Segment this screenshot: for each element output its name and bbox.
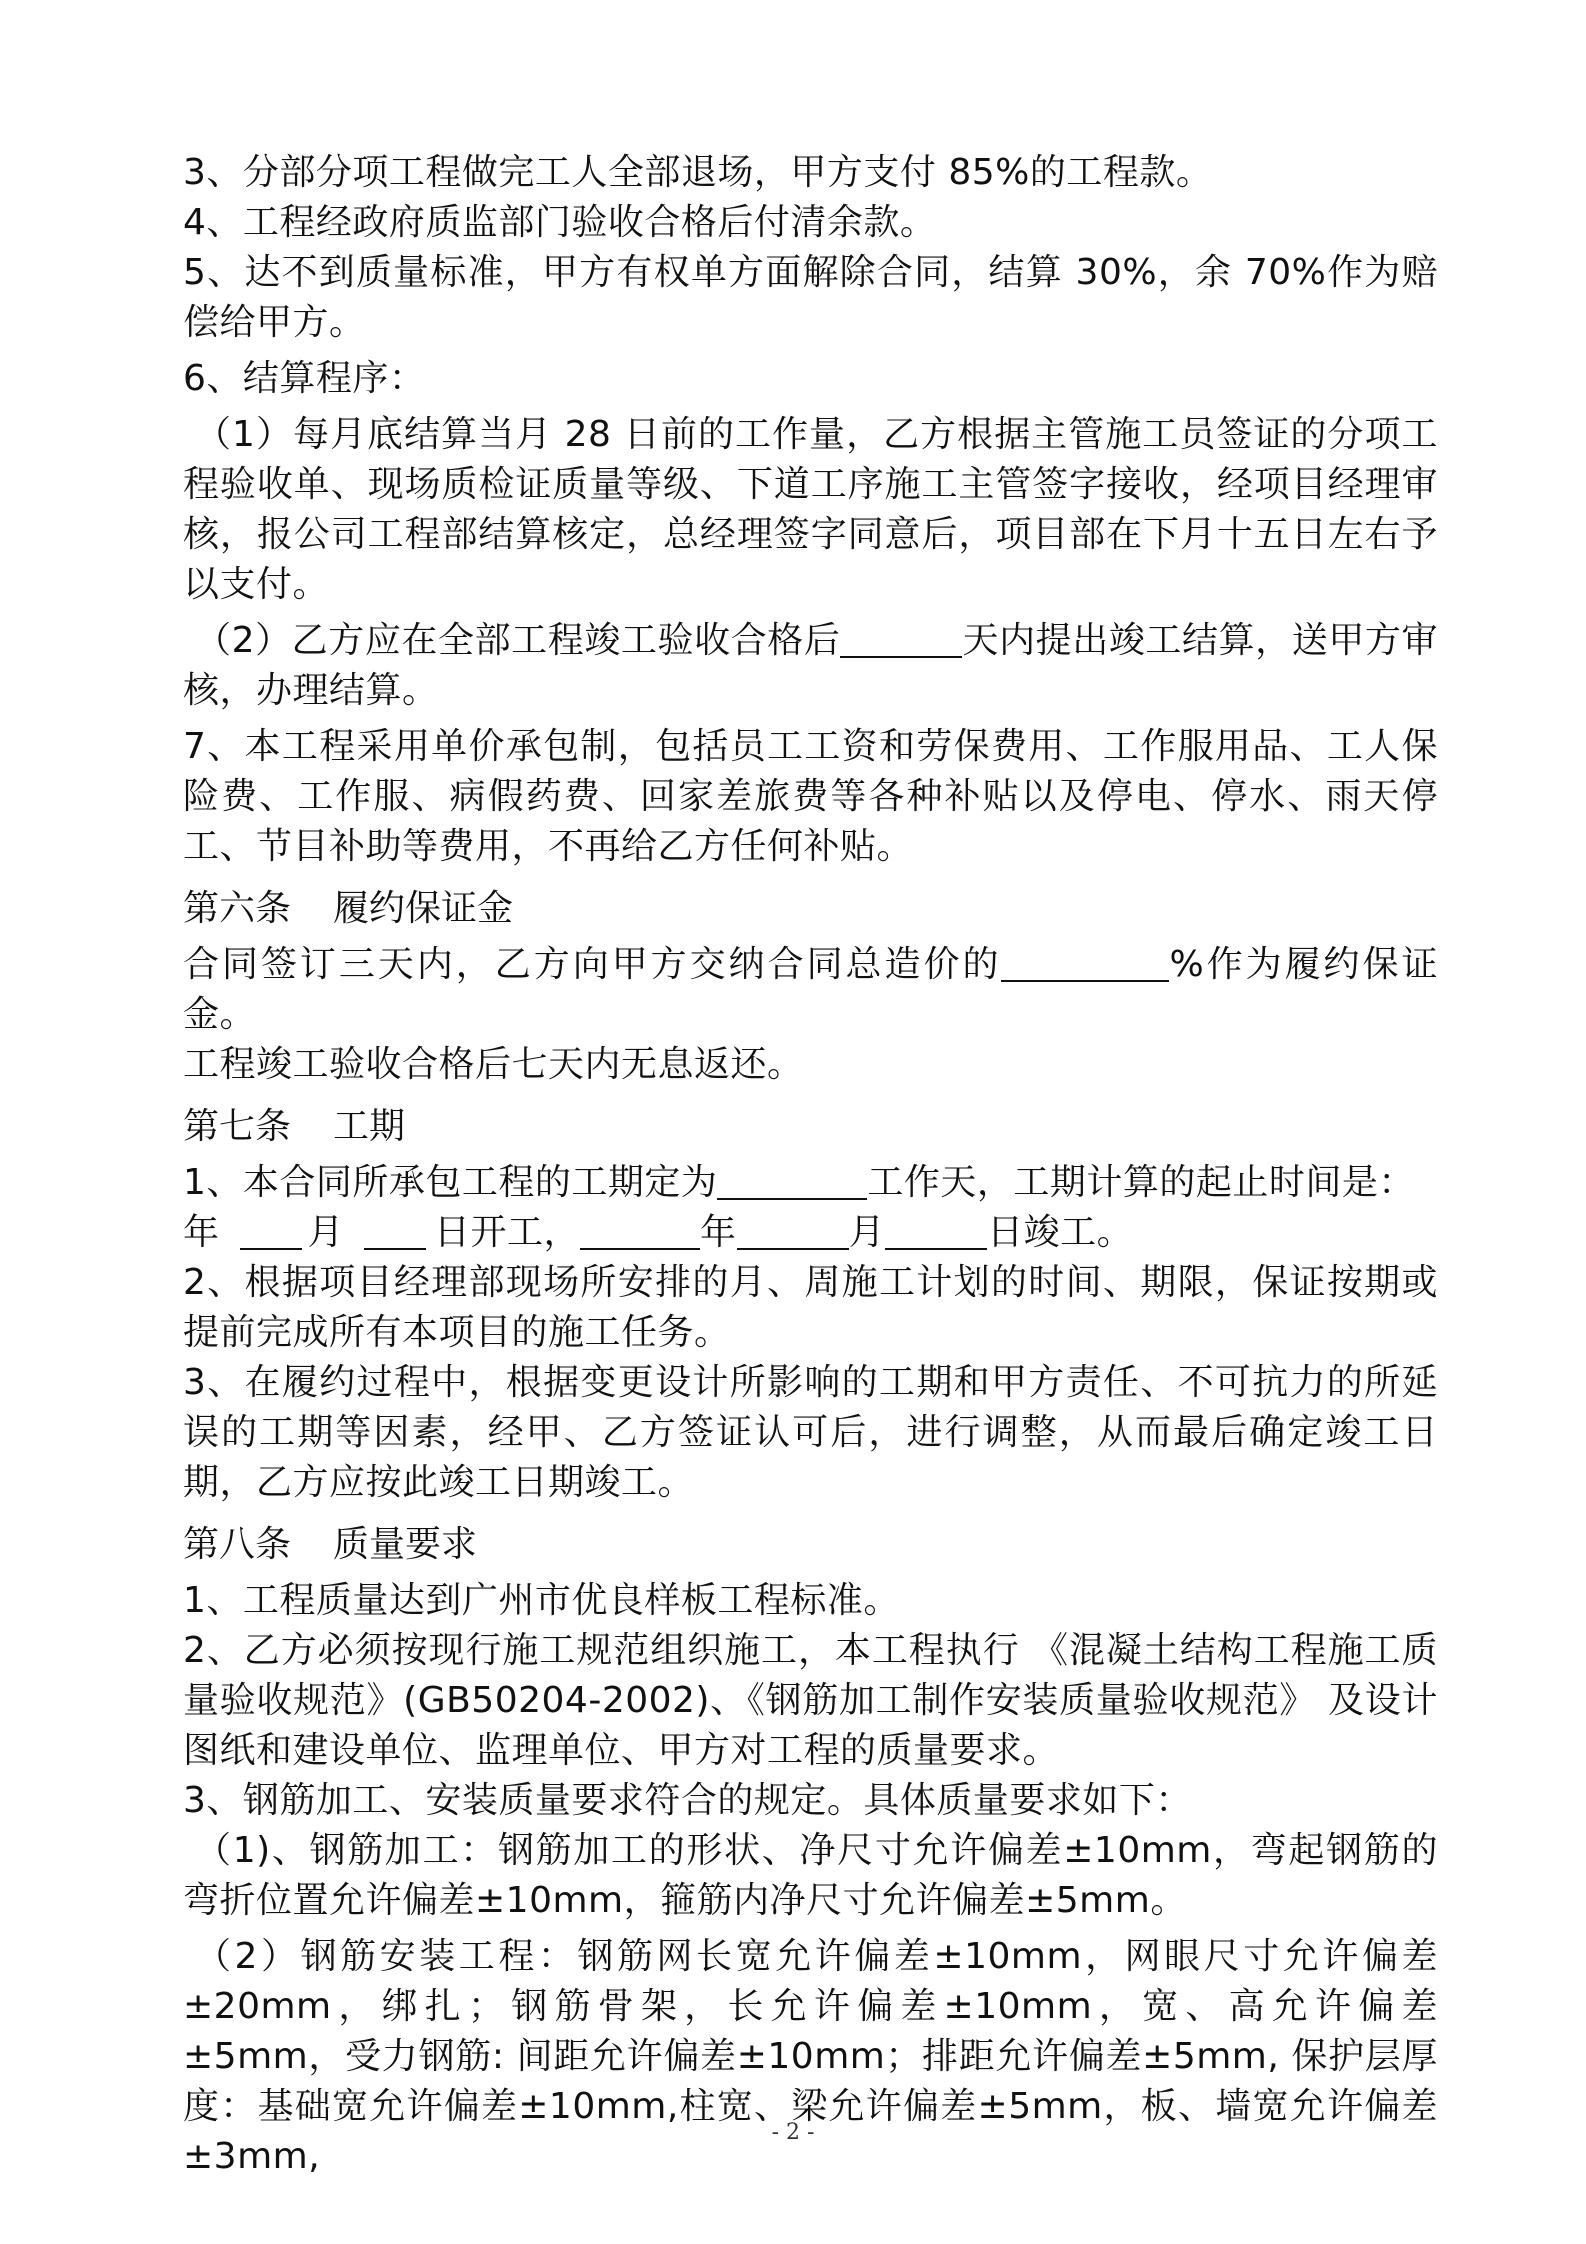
clause-6-2-b: 天内提出竣工结算，送甲方审核，办理结算。 bbox=[183, 620, 1438, 711]
month-label: 月 bbox=[307, 1212, 345, 1253]
start-day-blank[interactable] bbox=[364, 1212, 426, 1250]
year2-label: 年 bbox=[700, 1212, 737, 1253]
end-label: 日竣工。 bbox=[987, 1212, 1134, 1253]
end-day-blank[interactable] bbox=[885, 1212, 987, 1250]
article-7-title: 工期 bbox=[333, 1106, 406, 1147]
article-8-para-3-2: （2）钢筋安装工程：钢筋网长宽允许偏差±10mm，网眼尺寸允许偏差±20mm，绑扎；钢筋骨架，长允许偏差±10mm，宽、高允许偏差±5mm，受力钢筋: 间距允许偏差±10mm；排距允许偏差±5mm, 保护层厚度：基础宽允许偏差±10mm,柱宽、梁允许偏差±5mm，板、墙宽允许偏差±3mm, bbox=[183, 1936, 1438, 2177]
month2-label: 月 bbox=[848, 1212, 886, 1253]
workdays-blank[interactable] bbox=[717, 1162, 867, 1200]
article-7-number: 第七条 bbox=[183, 1106, 292, 1147]
article-7-para-1-b: 工作天，工期计算的起止时间是： bbox=[867, 1162, 1415, 1203]
article-6-title: 履约保证金 bbox=[333, 888, 514, 929]
start-label: 日开工， bbox=[434, 1212, 581, 1253]
article-6-heading bbox=[183, 884, 1438, 934]
days-blank[interactable] bbox=[840, 620, 962, 658]
clause-6-2-a: （2）乙方应在全部工程竣工验收合格后 bbox=[195, 620, 841, 661]
article-8-para-1: 1、工程质量达到广州市优良样板工程标准。 bbox=[183, 1580, 900, 1621]
end-year-blank[interactable] bbox=[580, 1212, 700, 1250]
article-7-para-1 bbox=[183, 1158, 1438, 1208]
start-month-blank[interactable] bbox=[240, 1212, 302, 1250]
page-number: - 2 - bbox=[771, 2120, 815, 2145]
article-6-number: 第六条 bbox=[183, 888, 292, 929]
clause-6: 6、结算程序： bbox=[183, 358, 426, 399]
end-month-blank[interactable] bbox=[737, 1212, 849, 1250]
article-8-para-3-1: （1)、钢筋加工：钢筋加工的形状、净尺寸允许偏差±10mm，弯起钢筋的弯折位置允许偏差±10mm，箍筋内净尺寸允许偏差±5mm。 bbox=[183, 1830, 1438, 1921]
article-8-para-2: 2、乙方必须按现行施工规范组织施工，本工程执行 《混凝土结构工程施工质量验收规范》(GB50204-2002)、《钢筋加工制作安装质量验收规范》 及设计图纸和建设单位、监理单位、甲方对工程的质量要求。 bbox=[183, 1630, 1438, 1771]
article-7-heading bbox=[183, 1102, 1438, 1152]
clause-3: 3、分部分项工程做完工人全部退场，甲方支付 85%的工程款。 bbox=[183, 152, 1213, 193]
year-label: 年 bbox=[183, 1212, 220, 1253]
article-7-dates bbox=[183, 1208, 1438, 1258]
article-8-para-3: 3、钢筋加工、安装质量要求符合的规定。具体质量要求如下： bbox=[183, 1780, 1192, 1821]
clause-4: 4、工程经政府质监部门验收合格后付清余款。 bbox=[183, 202, 937, 243]
article-6-para-2: 工程竣工验收合格后七天内无息返还。 bbox=[183, 1044, 804, 1085]
clause-5: 5、达不到质量标准，甲方有权单方面解除合同，结算 30%，余 70%作为赔偿给甲方。 bbox=[183, 252, 1438, 343]
article-7-para-2: 2、根据项目经理部现场所安排的月、周施工计划的时间、期限，保证按期或提前完成所有本项目的施工任务。 bbox=[183, 1262, 1438, 1353]
article-6-para-1-a: 合同签订三天内，乙方向甲方交纳合同总造价的 bbox=[183, 944, 1002, 985]
article-6-para-1-b: %作为履约保证金。 bbox=[183, 944, 1438, 1035]
clause-6-1: （1）每月底结算当月 28 日前的工作量，乙方根据主管施工员签证的分项工程验收单、现场质检证质量等级、下道工序施工主管签字接收，经项目经理审核，报公司工程部结算核定，总经理签字同意后，项目部在下月十五日左右予以支付。 bbox=[183, 414, 1438, 605]
percent-blank[interactable] bbox=[1001, 944, 1169, 982]
clause-7: 7、本工程采用单价承包制，包括员工工资和劳保费用、工作服用品、工人保险费、工作服、病假药费、回家差旅费等各种补贴以及停电、停水、雨天停工、节目补助等费用，不再给乙方任何补贴。 bbox=[183, 726, 1438, 867]
article-6-para-1 bbox=[183, 940, 1438, 1040]
article-7-para-3: 3、在履约过程中，根据变更设计所影响的工期和甲方责任、不可抗力的所延误的工期等因素，经甲、乙方签证认可后，进行调整，从而最后确定竣工日期，乙方应按此竣工日期竣工。 bbox=[183, 1362, 1438, 1503]
article-8-heading bbox=[183, 1520, 1438, 1570]
clause-6-2 bbox=[183, 616, 1438, 716]
article-8-number: 第八条 bbox=[183, 1524, 292, 1565]
article-7-para-1-a: 1、本合同所承包工程的工期定为 bbox=[183, 1162, 718, 1203]
document-body bbox=[183, 148, 1438, 2182]
article-8-title: 质量要求 bbox=[333, 1524, 478, 1565]
